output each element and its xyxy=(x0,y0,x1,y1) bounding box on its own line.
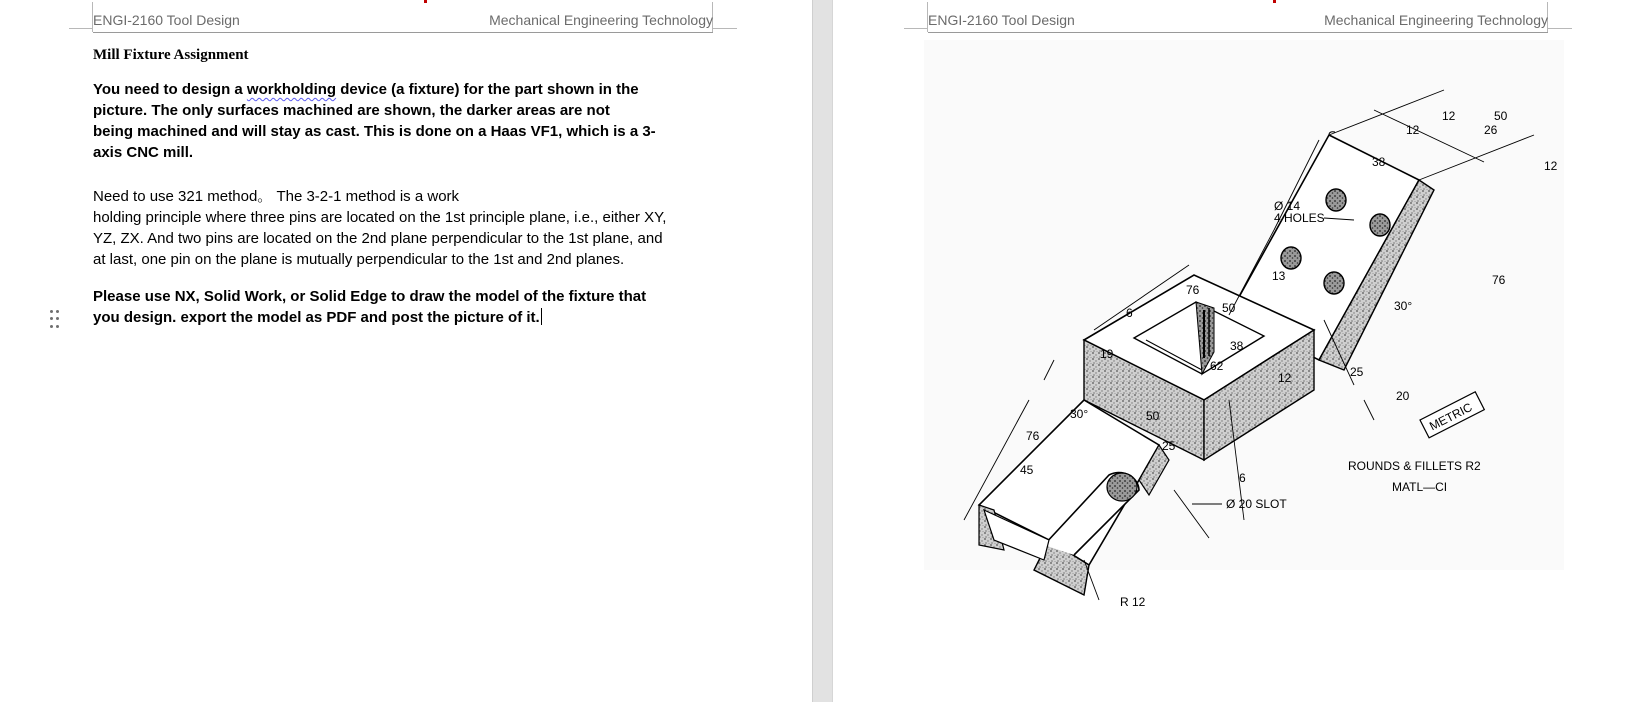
left-page xyxy=(0,0,812,702)
hole-count-note: 4 HOLES xyxy=(1274,211,1325,225)
text-line: axis CNC mill. xyxy=(93,144,194,161)
dim-label: 19 xyxy=(1100,347,1114,361)
dim-label: 12 xyxy=(1278,371,1292,385)
hole-note: Ø 14 xyxy=(1274,199,1301,213)
dim-label: 38 xyxy=(1372,155,1386,169)
dim-label: 30° xyxy=(1394,299,1413,313)
revision-mark xyxy=(424,0,427,3)
header-course: ENGI-2160 Tool Design xyxy=(928,12,1075,28)
page-header xyxy=(928,10,1548,34)
dim-label: 25 xyxy=(1162,439,1176,453)
header-course: ENGI-2160 Tool Design xyxy=(93,12,240,28)
dim-label: 6 xyxy=(1126,306,1133,320)
dim-label: 76 xyxy=(1492,273,1506,287)
dim-label: 50 xyxy=(1146,409,1160,423)
rounds-note: ROUNDS & FILLETS R2 xyxy=(1348,459,1481,473)
intro-paragraph[interactable] xyxy=(93,79,656,163)
text-line: picture. The only surfaces machined are shown, the darker areas are not xyxy=(93,102,610,119)
material-note: MATL—CI xyxy=(1392,480,1448,494)
radius-note: R 12 xyxy=(1120,595,1146,609)
dim-label: 50 xyxy=(1494,109,1508,123)
header-rule xyxy=(928,32,1548,33)
dim-label: 20 xyxy=(1396,389,1410,403)
header-rule xyxy=(93,32,713,33)
dim-label: 26 xyxy=(1484,123,1498,137)
dim-label: 62 xyxy=(1210,359,1224,373)
page-header xyxy=(93,10,713,34)
block-drag-handle[interactable] xyxy=(50,310,60,330)
revision-mark xyxy=(1273,0,1276,3)
header-department: Mechanical Engineering Technology xyxy=(1324,12,1548,28)
dim-label: 45 xyxy=(1020,463,1034,477)
dim-label: 12 xyxy=(1442,109,1456,123)
svg-text:METRIC: METRIC xyxy=(1427,399,1475,434)
dim-label: 25 xyxy=(1350,365,1364,379)
header-margin-mark xyxy=(1548,28,1572,29)
instruction-paragraph[interactable] xyxy=(93,286,646,328)
dim-label: 13 xyxy=(1272,269,1286,283)
spelling-flag: workholding xyxy=(246,81,337,98)
dim-label: 76 xyxy=(1186,283,1200,297)
dim-label: 12 xyxy=(1544,159,1558,173)
document-title[interactable]: Mill Fixture Assignment xyxy=(93,47,249,63)
method-paragraph[interactable] xyxy=(93,186,666,270)
dim-label: 6 xyxy=(1239,471,1246,485)
dim-label: 38 xyxy=(1230,339,1244,353)
dim-label: 12 xyxy=(1406,123,1420,137)
dim-label: 30° xyxy=(1070,407,1089,421)
text-line: at last, one pin on the plane is mutually perpendicular to the 1st and 2nd planes. xyxy=(93,251,625,268)
dim-label: 50 xyxy=(1222,301,1236,315)
dim-label: 76 xyxy=(1026,429,1040,443)
text-line: holding principle where three pins are located on the 1st principle plane, i.e., either XY, xyxy=(93,209,667,226)
slot-note: Ø 20 SLOT xyxy=(1226,497,1287,511)
text-line: you design. export the model as PDF and post the picture of it. xyxy=(93,309,540,326)
text-line: Need to use 321 method。 The 3-2-1 method is a work xyxy=(93,188,460,205)
text-line: being machined and will stay as cast. This is done on a Haas VF1, which is a 3- xyxy=(93,123,656,140)
text-line: YZ, ZX. And two pins are located on the 2nd plane perpendicular to the 1st plane, and xyxy=(93,230,663,247)
page-gutter xyxy=(812,0,833,702)
text-line: Please use NX, Solid Work, or Solid Edge to draw the model of the fixture that xyxy=(93,288,647,305)
right-page xyxy=(833,0,1634,702)
text-cursor xyxy=(541,308,542,325)
header-department: Mechanical Engineering Technology xyxy=(489,12,713,28)
part-drawing[interactable] xyxy=(924,40,1634,640)
header-margin-mark xyxy=(713,28,737,29)
text-line: You need to design a workholding device (a fixture) for the part shown in the xyxy=(93,81,639,98)
header-margin-mark xyxy=(69,28,93,29)
header-margin-mark xyxy=(904,28,928,29)
